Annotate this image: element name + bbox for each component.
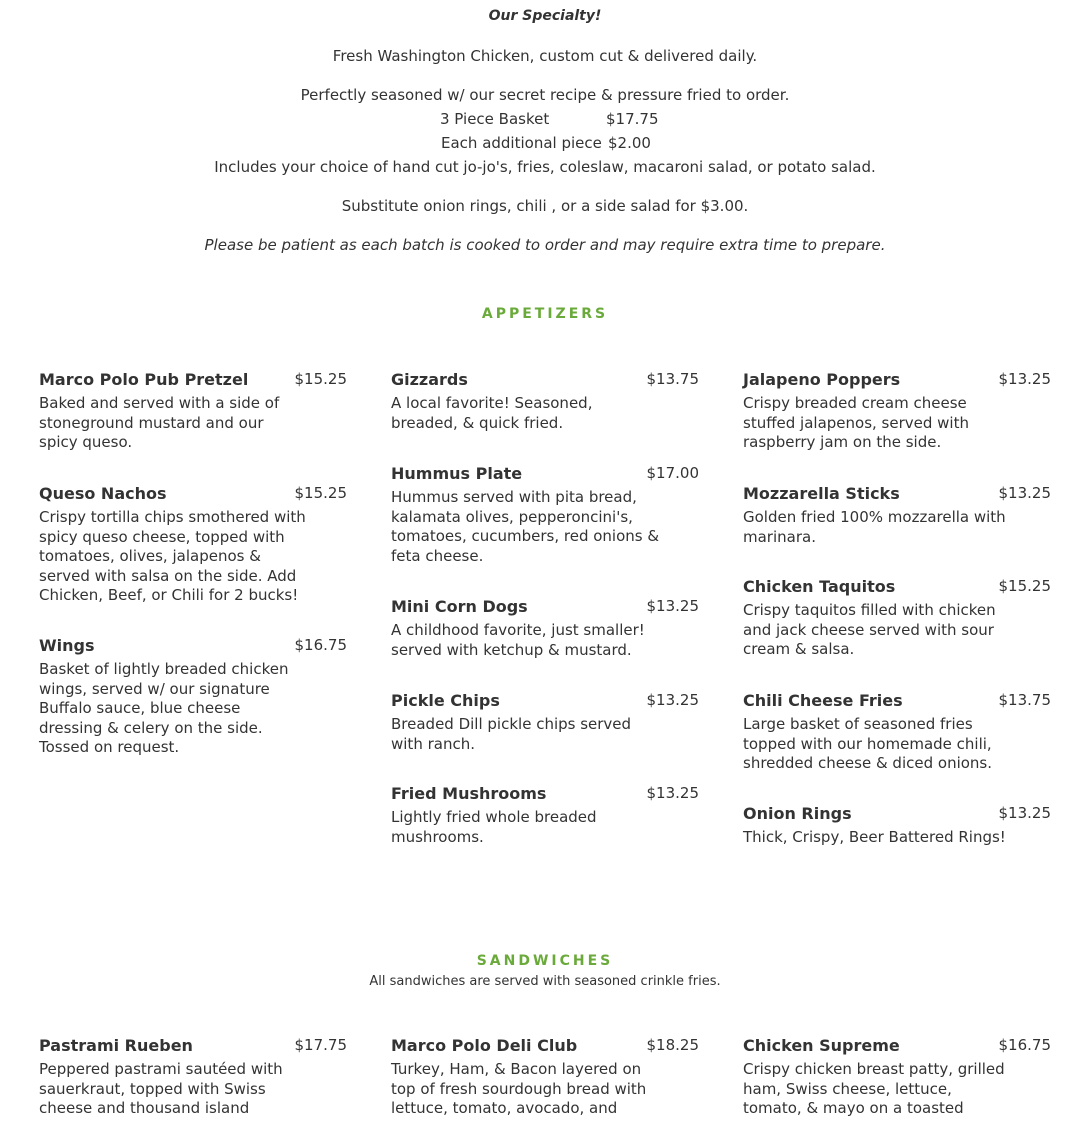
item-name: Chili Cheese Fries	[743, 691, 903, 710]
item-price: $18.25	[646, 1036, 699, 1054]
item-price: $13.25	[646, 597, 699, 615]
item-description: A childhood favorite, just smaller! served with ketchup & mustard.	[391, 621, 645, 659]
specialty-line-includes: Includes your choice of hand cut jo-jo's, fries, coleslaw, macaroni salad, or potato salad.	[214, 158, 876, 176]
item-price: $13.25	[998, 484, 1051, 502]
item-price: $15.25	[998, 577, 1051, 595]
specialty-line-seasoned: Perfectly seasoned w/ our secret recipe & pressure fried to order.	[300, 86, 790, 104]
item-description: Crispy chicken breast patty, grilled ham, Swiss cheese, lettuce, tomato, & mayo on a toasted	[743, 1060, 1005, 1117]
item-name: Jalapeno Poppers	[743, 370, 901, 389]
item-name: Chicken Supreme	[743, 1036, 900, 1055]
item-description: Large basket of seasoned fries topped with our homemade chili, shredded cheese & diced onions.	[743, 715, 993, 772]
item-price: $13.25	[646, 784, 699, 802]
specialty-line-substitute: Substitute onion rings, chili , or a side salad for $3.00.	[341, 197, 749, 215]
specialty-line-patience: Please be patient as each batch is cooked to order and may require extra time to prepare.	[204, 236, 886, 254]
item-name: Mozzarella Sticks	[743, 484, 900, 503]
item-name: Gizzards	[391, 370, 468, 389]
item-name: Fried Mushrooms	[391, 784, 547, 803]
item-price: $17.00	[646, 464, 699, 482]
item-price: $13.75	[646, 370, 699, 388]
item-description: Lightly fried whole breaded mushrooms.	[391, 808, 597, 846]
item-description: Peppered pastrami sautéed with sauerkraut, topped with Swiss cheese and thousand island	[39, 1060, 283, 1117]
item-description: Golden fried 100% mozzarella with marinara.	[743, 508, 1006, 546]
sandwiches-heading: SANDWICHES	[476, 953, 614, 969]
item-description: Breaded Dill pickle chips served with ranch.	[391, 715, 632, 753]
item-description: Thick, Crispy, Beer Battered Rings!	[743, 828, 1006, 846]
item-name: Mini Corn Dogs	[391, 597, 528, 616]
additional-price: $2.00	[608, 134, 651, 152]
item-description: Crispy tortilla chips smothered with spicy queso cheese, topped with tomatoes, olives, jalapenos & served with salsa on the side. Add Chicken, Beef, or Chili for 2 bucks!	[39, 508, 306, 604]
specialty-line-chicken: Fresh Washington Chicken, custom cut & delivered daily.	[332, 47, 758, 65]
item-price: $13.75	[998, 691, 1051, 709]
item-name: Wings	[39, 636, 95, 655]
item-description: Hummus served with pita bread, kalamata olives, pepperoncini's, tomatoes, cucumbers, red onions & feta cheese.	[391, 488, 660, 565]
item-price: $16.75	[294, 636, 347, 654]
item-description: Baked and served with a side of stoneground mustard and our spicy queso.	[39, 394, 280, 451]
item-price: $15.25	[294, 370, 347, 388]
additional-label: Each additional piece	[441, 134, 602, 152]
item-description: Basket of lightly breaded chicken wings, served w/ our signature Buffalo sauce, blue cheese dressing & celery on the side. Tossed on request.	[39, 660, 289, 756]
item-price: $13.25	[646, 691, 699, 709]
item-name: Chicken Taquitos	[743, 577, 896, 596]
item-price: $15.25	[294, 484, 347, 502]
item-price: $13.25	[998, 370, 1051, 388]
item-description: Crispy breaded cream cheese stuffed jalapenos, served with raspberry jam on the side.	[743, 394, 969, 451]
appetizers-heading: APPETIZERS	[481, 306, 609, 322]
item-name: Queso Nachos	[39, 484, 167, 503]
basket-price: $17.75	[606, 110, 659, 128]
item-name: Pastrami Rueben	[39, 1036, 193, 1055]
item-name: Onion Rings	[743, 804, 852, 823]
item-name: Pickle Chips	[391, 691, 500, 710]
sandwiches-subtitle: All sandwiches are served with seasoned crinkle fries.	[369, 974, 721, 989]
item-description: A local favorite! Seasoned, breaded, & quick fried.	[391, 394, 593, 432]
item-price: $16.75	[998, 1036, 1051, 1054]
item-name: Hummus Plate	[391, 464, 523, 483]
basket-label: 3 Piece Basket	[440, 110, 550, 128]
specialty-title: Our Specialty!	[488, 8, 602, 24]
item-description: Turkey, Ham, & Bacon layered on top of fresh sourdough bread with lettuce, tomato, avocado, and	[391, 1060, 647, 1117]
item-description: Crispy taquitos filled with chicken and jack cheese served with sour cream & salsa.	[743, 601, 996, 658]
item-price: $17.75	[294, 1036, 347, 1054]
item-name: Marco Polo Pub Pretzel	[39, 370, 249, 389]
item-name: Marco Polo Deli Club	[391, 1036, 578, 1055]
item-price: $13.25	[998, 804, 1051, 822]
